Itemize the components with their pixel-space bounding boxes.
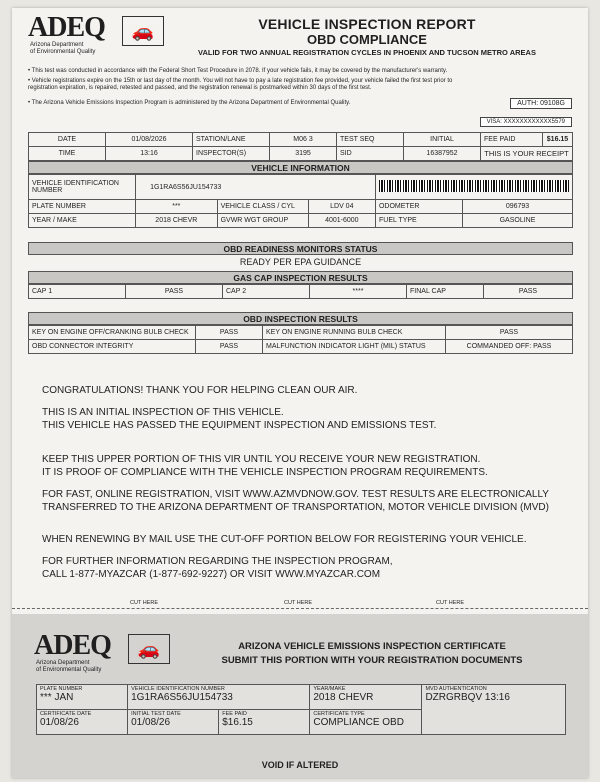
inspector-label: INSPECTOR(S)	[193, 147, 270, 161]
initial-text: THIS IS AN INITIAL INSPECTION OF THIS VEHICLE.	[42, 407, 284, 418]
odometer-label: ODOMETER	[375, 200, 462, 214]
adeq-logo-cert	[34, 632, 164, 672]
vehicle-info-heading: VEHICLE INFORMATION	[28, 161, 573, 174]
plate-value: ***	[136, 200, 218, 214]
inspection-report	[12, 8, 588, 778]
station-label: STATION/LANE	[193, 133, 270, 147]
fuel-value: GASOLINE	[463, 214, 573, 228]
sid-label: SID	[337, 147, 404, 161]
koeo-label: KEY ON ENGINE OFF/CRANKING BULB CHECK	[29, 326, 196, 340]
gascap-table	[28, 284, 573, 299]
koer-label: KEY ON ENGINE RUNNING BULB CHECK	[263, 326, 446, 340]
fuel-label: FUEL TYPE	[375, 214, 462, 228]
gascap-heading: GAS CAP INSPECTION RESULTS	[28, 271, 573, 284]
cert-type-value: COMPLIANCE OBD	[313, 717, 404, 728]
cap2-value: ****	[310, 285, 407, 299]
cert-ym-label: YEAR/MAKE	[313, 686, 346, 692]
year-make-value: 2018 CHEVR	[136, 214, 218, 228]
cut-here-1: CUT HERE	[130, 600, 159, 606]
car-emblem-icon: 🚗	[122, 16, 164, 46]
cert-type-label: CERTIFICATE TYPE	[313, 711, 365, 717]
fee-value: $16.15	[543, 133, 573, 147]
cert-subtitle: SUBMIT THIS PORTION WITH YOUR REGISTRATION DOCUMENTS	[221, 655, 523, 666]
cert-vin-value: 1G1RA6S56JU154733	[131, 692, 233, 703]
mil-value: COMMANDED OFF: PASS	[446, 340, 573, 354]
cert-initdate-value: 01/08/26	[131, 717, 171, 728]
keep-text: KEEP THIS UPPER PORTION OF THIS VIR UNTIL YOU RECEIVE YOUR NEW REGISTRATION.	[42, 454, 481, 465]
cert-type-cell	[310, 710, 422, 735]
cert-certdate-cell	[37, 710, 128, 735]
report-header	[12, 8, 588, 66]
date-value: 01/08/2026	[106, 133, 193, 147]
cap1-label: CAP 1	[29, 285, 126, 299]
cert-plate-label: PLATE NUMBER	[40, 686, 83, 692]
vin-label: VEHICLE IDENTIFICATION NUMBER	[29, 175, 136, 200]
seq-value: INITIAL	[404, 133, 481, 147]
receipt-text: THIS IS YOUR RECEIPT	[481, 147, 573, 161]
certificate	[12, 614, 588, 778]
note-2: • Vehicle registrations expire on the 15th or last day of the month. You will not have to pay a late registration fee provided, your vehicle failed the first test prior to registration expiration, is repaired, retested and passed, and the registration renewal is postmarked within 30 days of the first test.	[28, 78, 453, 91]
mail-text: WHEN RENEWING BY MAIL USE THE CUT-OFF PORTION BELOW FOR REGISTERING YOUR VEHICLE.	[42, 534, 527, 545]
cert-initdate-cell	[128, 710, 219, 735]
gvwr-value: 4001-6000	[308, 214, 375, 228]
online-text: FOR FAST, ONLINE REGISTRATION, VISIT WWW.AZMVDNOW.GOV. TEST RESULTS ARE ELECTRONICALLY	[42, 489, 549, 500]
cert-logo-text: ADEQ	[34, 630, 111, 661]
visa-number: VISA: XXXXXXXXXXXX5579	[480, 117, 572, 127]
logo-sub2: of Environmental Quality	[30, 49, 96, 55]
cert-fee-label: FEE PAID	[222, 711, 247, 717]
cut-line	[12, 608, 588, 609]
readiness-status: READY PER EPA GUIDANCE	[239, 257, 362, 267]
connector-value: PASS	[196, 340, 263, 354]
passed-text: THIS VEHICLE HAS PASSED THE EQUIPMENT INSPECTION AND EMISSIONS TEST.	[42, 420, 437, 431]
cert-logo-sub2: of Environmental Quality	[36, 667, 102, 673]
final-cap-value: PASS	[484, 285, 573, 299]
cert-plate-value: *** JAN	[40, 692, 74, 703]
koer-value: PASS	[446, 326, 573, 340]
fee-label: FEE PAID	[481, 133, 543, 147]
logo-sub1: Arizona Department	[30, 42, 84, 48]
validity-text: VALID FOR TWO ANNUAL REGISTRATION CYCLES IN PHOENIX AND TUCSON METRO AREAS	[198, 48, 536, 57]
vehicle-info-table	[28, 174, 573, 228]
seq-label: TEST SEQ	[337, 133, 404, 147]
time-label: TIME	[29, 147, 106, 161]
plate-label: PLATE NUMBER	[29, 200, 136, 214]
vin-value: 1G1RA6S56JU154733	[136, 175, 376, 200]
cap1-value: PASS	[126, 285, 223, 299]
mil-label: MALFUNCTION INDICATOR LIGHT (MIL) STATUS	[263, 340, 446, 354]
readiness-heading: OBD READINESS MONITORS STATUS	[28, 242, 573, 255]
cert-fee-cell	[219, 710, 310, 735]
cert-logo-sub1: Arizona Department	[36, 660, 90, 666]
date-label: DATE	[29, 133, 106, 147]
cert-ym-value: 2018 CHEVR	[313, 692, 374, 703]
info-text: FOR FURTHER INFORMATION REGARDING THE INSPECTION PROGRAM,	[42, 556, 393, 567]
inspector-value: 3195	[270, 147, 337, 161]
cert-initdate-label: INITIAL TEST DATE	[131, 711, 181, 717]
cap2-label: CAP 2	[223, 285, 310, 299]
notes	[12, 66, 588, 118]
note-1: • This test was conducted in accordance with the Federal Short Test Procedure in 2078. If your vehicle fails, it may be covered by the manufacturer's warranty.	[28, 68, 448, 74]
cert-plate-cell	[37, 685, 128, 710]
cert-vin-cell	[128, 685, 310, 710]
final-cap-label: FINAL CAP	[407, 285, 484, 299]
obd-heading: OBD INSPECTION RESULTS	[28, 312, 573, 325]
connector-label: OBD CONNECTOR INTEGRITY	[29, 340, 196, 354]
cert-certdate-label: CERTIFICATE DATE	[40, 711, 92, 717]
report-title: VEHICLE INSPECTION REPORT	[258, 16, 476, 32]
cert-certdate-value: 01/08/26	[40, 717, 79, 728]
proof-text: IT IS PROOF OF COMPLIANCE WITH THE VEHICLE INSPECTION PROGRAM REQUIREMENTS.	[42, 467, 488, 478]
station-value: M06 3	[270, 133, 337, 147]
odometer-value: 096793	[463, 200, 573, 214]
call-text: CALL 1-877-MYAZCAR (1-877-692-9227) OR VISIT WWW.MYAZCAR.COM	[42, 569, 381, 580]
gvwr-label: GVWR WGT GROUP	[217, 214, 308, 228]
time-value: 13:16	[106, 147, 193, 161]
transfer-text: TRANSFERRED TO THE ARIZONA DEPARTMENT OF TRANSPORTATION, MOTOR VEHICLE DIVISION (MVD)	[42, 502, 549, 513]
koeo-value: PASS	[196, 326, 263, 340]
barcode-image	[379, 180, 569, 192]
report-subtitle: OBD COMPLIANCE	[307, 32, 427, 47]
cert-car-emblem-icon: 🚗	[128, 634, 170, 664]
barcode	[375, 175, 572, 200]
void-if-altered: VOID IF ALTERED	[261, 760, 339, 770]
test-info-table	[28, 132, 573, 161]
cert-mvd-label: MVD AUTHENTICATION	[425, 686, 487, 692]
cert-table	[36, 684, 566, 735]
cut-here-2: CUT HERE	[284, 600, 313, 606]
note-3: • The Arizona Vehicle Emissions Inspection Program is administered by the Arizona Department of Environmental Quality.	[28, 100, 351, 106]
class-value: LDV 04	[308, 200, 375, 214]
cert-fee-value: $16.15	[222, 717, 253, 728]
cert-mvd-value: DZRGRBQV 13:16	[425, 692, 510, 703]
auth-code: AUTH: 09108G	[510, 98, 572, 109]
sid-value: 16387952	[404, 147, 481, 161]
cert-mvd-cell	[422, 685, 566, 735]
congrats-text: CONGRATULATIONS! THANK YOU FOR HELPING CLEAN OUR AIR.	[42, 385, 358, 396]
year-make-label: YEAR / MAKE	[29, 214, 136, 228]
logo-text: ADEQ	[28, 12, 105, 43]
obd-table	[28, 325, 573, 354]
cert-vin-label: VEHICLE IDENTIFICATION NUMBER	[131, 686, 225, 692]
class-label: VEHICLE CLASS / CYL	[217, 200, 308, 214]
adeq-logo	[28, 14, 163, 58]
cert-title: ARIZONA VEHICLE EMISSIONS INSPECTION CERTIFICATE	[238, 641, 506, 652]
cert-ym-cell	[310, 685, 422, 710]
cut-here-3: CUT HERE	[436, 600, 465, 606]
